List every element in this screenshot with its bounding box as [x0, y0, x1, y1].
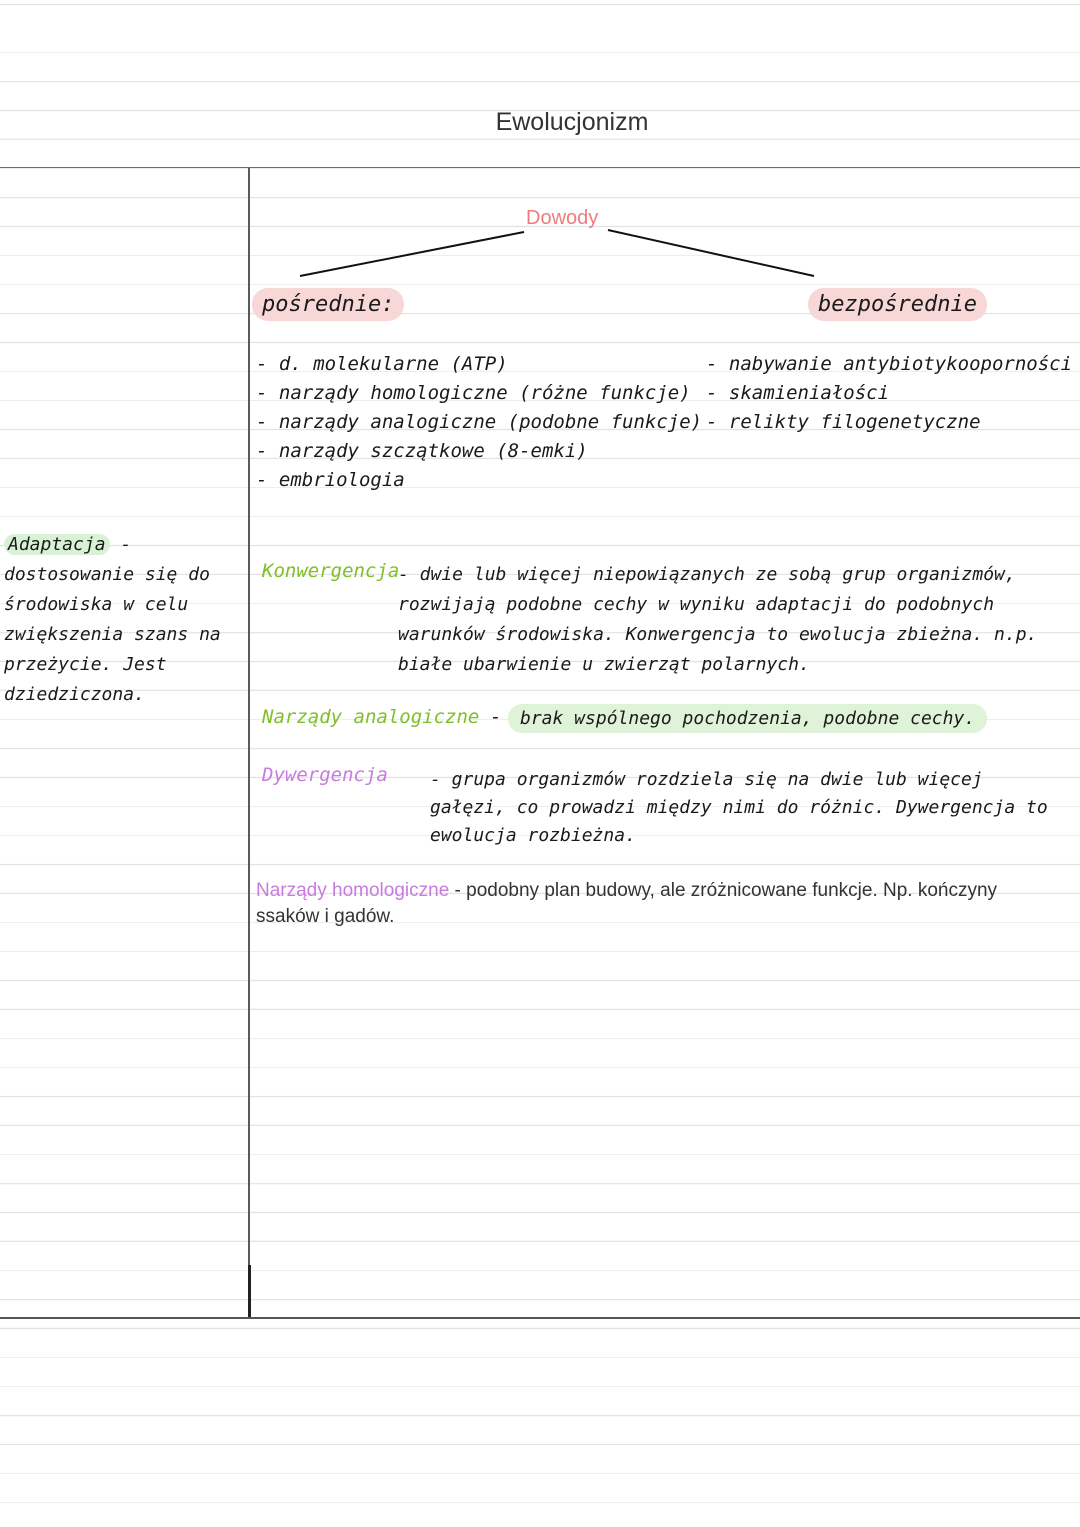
list-item: - narządy analogiczne (podobne funkcje) — [256, 411, 703, 433]
narzady-homologiczne-term: Narządy homologiczne — [256, 880, 450, 901]
list-item: - embriologia — [256, 469, 405, 491]
konwergencja-term: Konwergencja — [262, 560, 400, 582]
tree-line-left — [300, 232, 524, 276]
narzady-homologiczne-note — [256, 878, 1056, 930]
tree-line-right — [608, 230, 814, 276]
list-item: - narządy szczątkowe (8-emki) — [256, 440, 588, 462]
list-item: - nabywanie antybiotykooporności — [706, 353, 1073, 375]
indirect-evidence-list — [256, 350, 702, 495]
list-item: - narządy homologiczne (różne funkcje) — [256, 382, 691, 404]
tree-connectors — [0, 0, 1080, 320]
tree-root-label: Dowody — [526, 207, 599, 229]
indirect-evidence-heading: pośrednie: — [252, 288, 404, 321]
list-item: - d. molekularne (ATP) — [256, 353, 508, 375]
narzady-analogiczne-definition: brak wspólnego pochodzenia, podobne cechy. — [508, 704, 987, 733]
footer-divider — [0, 1317, 1080, 1319]
narzady-analogiczne-dash: - — [490, 706, 502, 728]
narzady-analogiczne-term: Narządy analogiczne — [262, 706, 480, 728]
direct-evidence-list — [706, 350, 1072, 437]
list-item: - skamieniałości — [706, 382, 890, 404]
sidebar-definition: - dostosowanie się do środowiska w celu zwiększenia szans na przeżycie. Jest dziedziczona. — [4, 534, 221, 705]
margin-divider-mark — [248, 1265, 251, 1317]
dywergencja-term: Dywergencja — [262, 764, 388, 786]
page-title: Ewolucjonizm — [495, 108, 649, 136]
list-item: - relikty filogenetyczne — [706, 411, 981, 433]
sidebar-term: Adaptacja — [4, 534, 110, 555]
konwergencja-definition: - dwie lub więcej niepowiązanych ze sobą grup organizmów, rozwijają podobne cechy w wyniku adaptacji do podobnych warunków środowiska. Konwergencja to ewolucja zbieżna. n.p. białe ubarwienie u zwierząt polarnych. — [398, 564, 1038, 675]
direct-evidence-heading: bezpośrednie — [808, 288, 987, 321]
margin-divider — [248, 168, 250, 1318]
narzady-homologiczne-definition: - podobny plan budowy, ale zróżnicowane funkcje. Np. kończyny ssaków i gadów. — [256, 880, 998, 927]
dywergencja-definition: - grupa organizmów rozdziela się na dwie lub więcej gałęzi, co prowadzi między nimi do różnic. Dywergencja to ewolucja rozbieżna. — [430, 769, 1048, 846]
sidebar-note — [4, 530, 246, 710]
